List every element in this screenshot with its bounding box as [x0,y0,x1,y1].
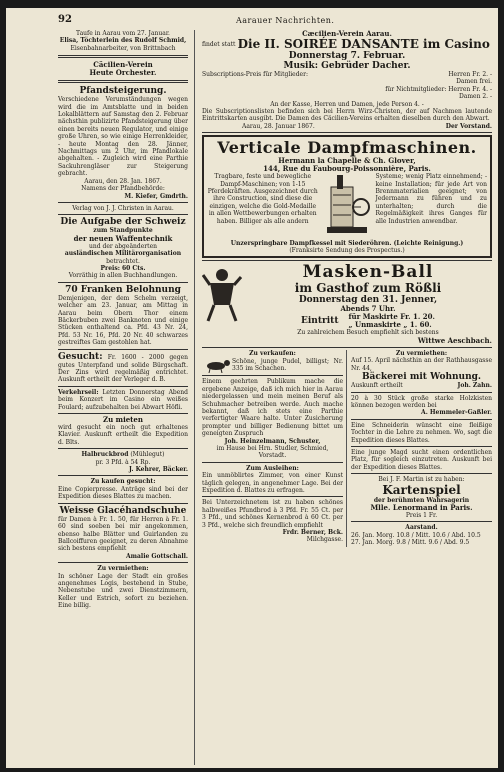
ad-firm: Hermann la Chapelle & Ch. Glover, [278,156,416,166]
page-number: 92 [58,14,72,25]
ad-line: Vorräthig in allen Buchhandlungen. [68,272,178,280]
ad-title: Masken-Ball [302,262,434,283]
steam-engine-illustration [323,173,372,239]
seamstress-ad: Eine Schneiderin wünscht eine fleißige Tochter in die Lehre zu nehmen. Wo, sagt die Expedition dieses Blattes. [351,421,492,444]
ad-body: für Damen à Fr. 1. 50, für Herren à Fr. 1. 60 sind soeben bei mir angekommen, ebenso halbe Blätter und Guirlanden zu Ballcoiffuren geeignet, zu deren Abnahme sich bestens empfiehlt [58,515,188,553]
ad-body: Fr. 1600 - 2000 gegen gutes Unterpfand und solide Bürgschaft. Der Zins wird regelmäßig entrichtet. Auskunft ertheilt der Verleger d. B. [58,353,188,384]
ad-signature: Amalie Gottschall. [126,552,188,560]
ad-title: Zu vermiethen: [395,349,448,357]
gloves-ad [58,506,188,560]
ad-line: betrachtet. [106,257,140,265]
ad-footer: (Franksirte Sendung des Prospectus.) [289,247,405,255]
ad-venue: im Gasthof zum Rößli [294,281,442,296]
column-divider [194,30,195,765]
ad-price: pr. 3 Pfd. à 54 Rp. [95,458,151,466]
ad-place: Aarau, 28. Januar 1867. [242,122,315,130]
cardgame-ad [351,476,492,519]
dog-icon [202,357,232,373]
ad-line: zum Standpunkte [93,227,153,235]
ad-body: wird gesucht ein noch gut erhaltenes Klavier. Auskunft ertheilt die Expedition d. Blts. [58,424,188,446]
ad-date: Donnerstag den 31. Jenner, [298,295,438,306]
room-ad [202,465,343,495]
ad-address: im Hause bei Hrn. Studler, Schmied, Vorstadt. [216,444,329,460]
ad-line: der berühmten Wahrsagerin [373,496,470,504]
ad-title: Verticale Dampfmaschinen. [217,138,477,158]
ad-body: Einem geehrten Publikum mache die ergebene Anzeige, daß ich mich hier in Aarau niedergelassen und mein meinen Beruf als Schuhmacher betreiben werde. Auch mache bekannt, daß ich stets eine Parthie verfertigter Waare halte. Unter Zusicherung prompter und billiger Bedienung bittet um geneigten Zuspruch [202,378,343,438]
ad-price: Damen frei. [456,78,492,86]
book-ad [58,205,188,280]
ad-line: und der abgeänderten [89,242,157,250]
ad-line: Auskunft ertheilt [351,382,403,390]
running-head: Aarauer Nachrichten. [236,16,335,25]
ad-line: An der Kasse, Herren und Damen, jede Person 4. - [270,100,424,108]
crates-ad [351,395,492,417]
wanted-ad [58,352,188,384]
ad-title: Verkehrseil: [58,388,99,396]
ad-signature: Joh. Zahn. [457,382,492,390]
left-column [58,30,188,765]
bread-ad [58,451,188,473]
lost-ad [58,389,188,411]
ad-signature: Der Vorstand. [445,122,492,130]
rent-piano-ad [58,416,188,446]
ad-head: Cæcilien-Verein Aarau. [302,30,392,38]
ad-body: Bei Unterzeichnetem ist zu haben schönes halbweißes Pfundbrod à 3 Pfd. Fr. 55 Ct. per 3 Pfd., und schönes Kernenbrod à 60 Ct. per 3 Pfd., welche sich freundlich empfiehlt [202,499,343,529]
ad-time: Abends 7 Uhr. [340,304,396,314]
ad-title: Zu kaufen gesucht: [90,478,156,486]
ad-body: Schöne, junge Pudel, billigst; Nr. 335 im Schachen. [232,357,343,373]
ad-title: Zu verkaufen: [249,349,296,357]
ad-title: Zum Ausleihen: [246,464,299,472]
ad-signature: A. Hemmeler-Gaßler. [421,409,492,417]
ad-price: Damen 2. - [458,93,492,101]
ad-body: Ein unmöblirtes Zimmer, von einer Kunst täglich gelegen, in angenehmer Lage. Bei der Expedition d. Blattes zu erfragen. [202,472,343,494]
ad-line: Zu zahlreichem Besuch empfiehlt sich bestens [297,329,439,337]
ad-line: Subscriptions-Preis für Mitglieder: [202,71,309,78]
harlequin-icon [202,265,242,323]
ad-line: Musik: Gebrüder Dacher. [283,61,411,71]
ad-signature: J. Kehrer, Bäcker. [129,466,188,474]
notice-line: Heute Orchester. [89,68,157,78]
steam-engine-icon [323,173,371,237]
maid-ad: Eine junge Magd sucht einen ordentlichen Platz, für sogleich einzutreten. Auskunft bei der Expedition dieses Blattes. [351,448,492,471]
ad-body: In schöner Lage der Stadt ein großes angenehmes Logis, bestehend in Stube, Nebenstube und zwei Dienstzimmern, Keller und Estrich, sofort zu beziehen. Eine billig. [58,572,188,610]
bakery-bread-ad [202,499,343,543]
baptism-notice [58,30,188,52]
baptism-line: Eisenbahnarbeiter, von Brittnbach [70,44,176,52]
ad-line: (Mühlegut) [130,451,165,459]
ad-signature: M. Kiefer, Gmdrth. [124,192,188,200]
ad-title: 70 Franken Belohnung [65,284,181,295]
soiree-ad [202,30,492,130]
ad-price: für Nichtmitglieder: Herren Fr. 4. - [385,85,492,93]
pfandsteigerung-ad [58,86,188,200]
ad-date: Donnerstag 7. Februar. [288,51,406,61]
ad-address: 144, Rue du Faubourg-Poissonnière, Paris. [263,164,431,174]
steam-engine-ad [202,135,492,258]
small-ads-grid [202,350,492,547]
caecilien-notice [58,61,188,77]
ad-price: Herren Fr. 2. - [448,71,492,78]
ad-body: Verschiedene Verumständungen wegen wird die im Amtsblatte und in beiden Lokalblättern auf Samstag den 2. Februar nächsthin publizirte Pfandsteigerung über einen bereits neuen Regulator, und einige große Uhren, so wie einige Herrenkleider, - heute Montag den 28. Jänner, Nachmittags um 2 Uhr, im Pfandlokale abgehalten. - Zugleich wird eine Parthie Sackuhrengläser zur Steigerung gebracht. [58,96,188,178]
ad-line: ausländischen Militärorganisation [64,250,182,258]
ad-body: Systeme; wenig Platz einnehmend; - keine Installation; für jede Art von Brennmaterialien geeignet; von Jedermann zu führen und zu unterhalten; durch die Regelmäßigkeit ihres Ganges für alle Industrien anwendbar. [375,173,487,225]
ad-price: „ Unmaskirte „ 1. 60. [348,320,432,330]
river-level [351,524,492,546]
copypress-ad [58,478,188,500]
ad-signature: Joh. Heinzelmann, Schuster, [224,437,321,445]
ad-title: Aarstand. [405,524,438,532]
ad-line: findet statt [202,40,236,48]
table-row: 27. Jan. Morg. 9.8 / Mitt. 9.6 / Abd. 9.5 [351,539,470,547]
ad-price: Preis 1 Fr. [405,511,438,519]
ad-body: Auf 15. April nächsthin an der Rathhausgasse Nr. 44, [351,357,492,372]
ad-line: der neuen Waffentechnik [73,233,173,243]
ad-price: Preis: 60 Cts. [100,264,146,272]
ad-title: Weisse Glacéhandschuhe [59,505,187,516]
ad-price: für Maskirte Fr. 1. 20. [348,312,435,322]
ad-place: Aarau, den 28. Jan. 1867. [84,177,162,185]
ad-body: Demjenigen, der dem Schelm verzeigt, welcher am 23. Januar, am Mittag in Aarau beim Obern Thor einem Bäckerbuben zwei Banknoten und einige Stücken enthaltend ca. Pfd. 43 Nr. 24, Pfd. 53 Nr. 16, Pfd. 20 Nr. 40 schwarzes gestreiftes Gam gestohlen hat. [58,294,188,347]
ad-title: Zu mieten [103,415,143,425]
baptism-line: Elisa, Töchterlein des Rudolf Schmid, [59,37,187,45]
ad-title: Halbruckbrod [81,451,129,459]
ad-body: Die Subscriptionslisten befinden sich bei Herrn Wirz-Christen, der auf Nachmen lautende Eintrittskarten ausgibt. Die Damen des Cäcilien-Vereins erhalten dieselben durch den Abwart. [202,108,492,123]
ad-title: Die II. SOIRÉE DANSANTE im Casino [237,37,490,51]
ad-line: Eintritt [301,316,339,327]
ad-body: 20 à 30 Stück große starke Holzkisten können bezogen werden bei [351,394,492,409]
ad-title: Gesucht: [58,351,103,362]
ad-signature: Wittwe Aeschbach. [417,335,492,345]
ad-signature: Frdr. Berner, Bck. [282,529,343,536]
baptism-line: Taufe in Aarau vom 27. Januar. [76,30,170,37]
ad-body: Eine Copierpresse. Anträge sind bei der Expedition dieses Blattes zu machen. [58,485,188,501]
reward-ad [58,285,188,347]
rent-logis-ad [58,565,188,609]
table-row: 26. Jan. Morg. 10.8 / Mitt. 10.6 / Abd. 10.5 [351,531,481,539]
page-header [6,12,498,26]
shoemaker-ad [202,378,343,459]
puppies-ad [202,350,343,373]
notice-title: Cäcilien-Verein [93,60,153,70]
ad-title: Bäckerei mit Wohnung. [361,372,482,383]
ad-title: Kartenspiel [382,482,461,497]
ad-publisher: Verlag von J. J. Christen in Aarau. [72,204,174,212]
ad-signature: Namens der Pfandbehörde: [81,185,165,193]
newspaper-page [6,8,498,768]
ad-body: Letzten Donnerstag Abend beim Konzert im Casino ein weißes Foulard; aufzubehalten bei Abwart Höfli. [58,388,188,411]
ad-line: Mlle. Lenormand in Paris. [370,502,473,512]
ad-title: Pfandsteigerung. [79,86,167,97]
masked-ball-ad [202,263,492,344]
ad-footer: Unzerspringbare Dampfkessel mit Siederöhren. (Leichte Reinigung.) [230,239,464,247]
ad-line: Bei J. F. Martin ist zu haben: [378,476,465,484]
bakery-rent-ad [351,350,492,390]
ad-body: Tragbare, feste und bewegliche Dampf-Maschinen; von 1-15 Pferdekräften. Ausgezeichnet durch ihre Construction, sind diese die einzigen, welche die Gold-Medaille in allen Wettbewerbungen erhalten haben. Billiger als alle andern [207,173,318,225]
ad-address: Milchgasse. [306,536,343,544]
right-column [202,30,492,765]
ad-title: Zu vermiethen: [97,565,149,573]
ad-title: Die Aufgabe der Schweiz [60,217,186,228]
